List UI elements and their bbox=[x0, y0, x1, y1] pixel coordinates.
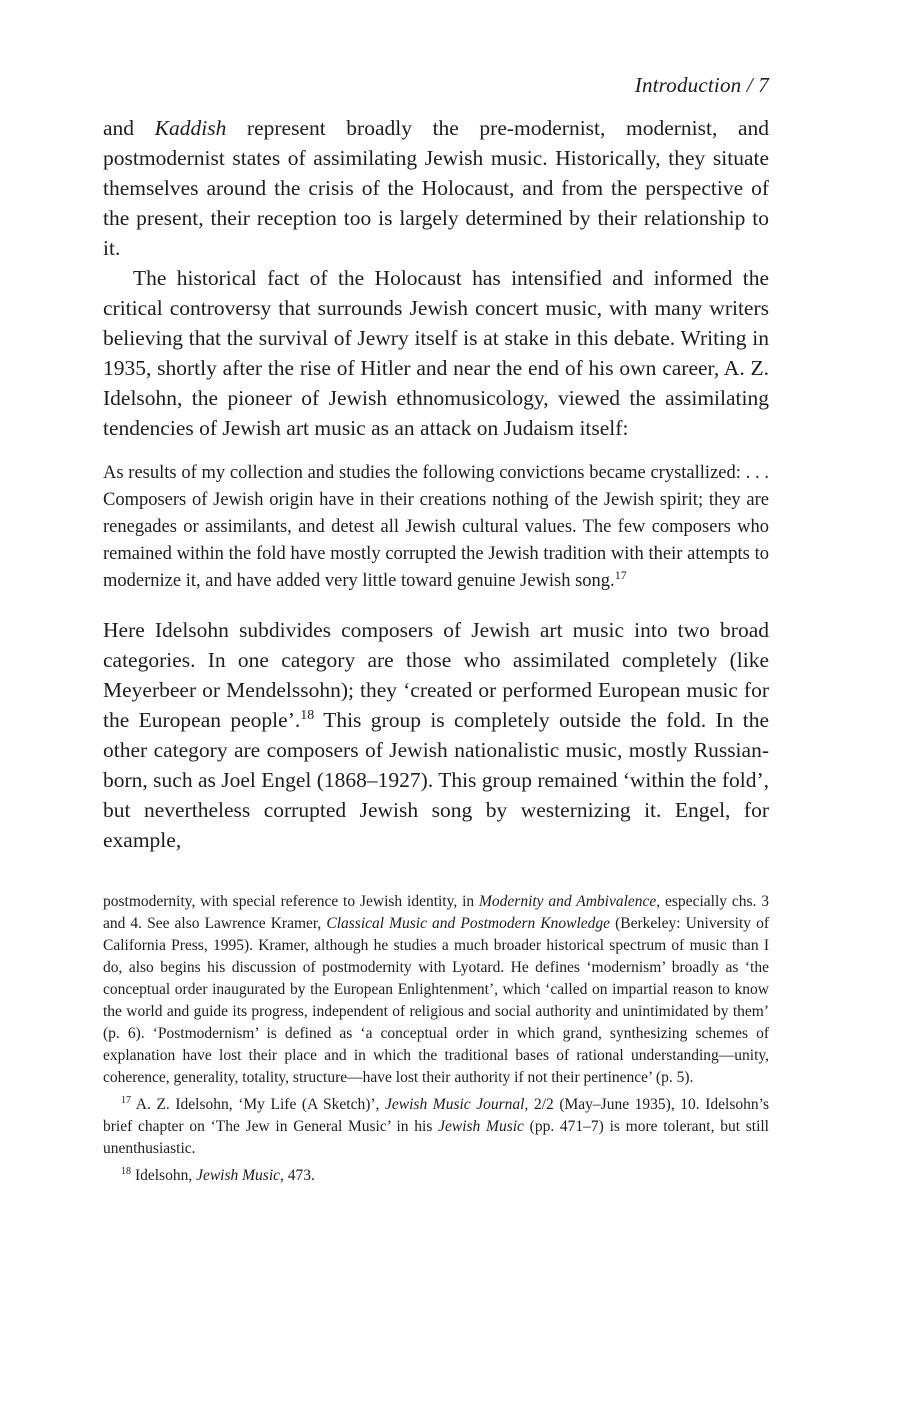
paragraph-two-categories: Here Idelsohn subdivides composers of Jewish art music into two broad categories. In one category are those who assimilated completely (like Meyerbeer or Mendelssohn); they ‘created or performed European music for the European people’.$^{18}$ This group is completely outside the fold. In the other category are composers of Jewish nationalistic music, mostly Russian-born, such as Joel Engel (1868–1927). This group remained ‘within the fold’, but nevertheless corrupted Jewish song by westernizing it. Engel, for example, bbox=[103, 618, 769, 852]
footnote-17: $^{17}$ A. Z. Idelsohn, ‘My Life (A Sketch)’, Jewish Music Journal, 2/2 (May–June 1935), 10. Idelsohn’s brief chapter on ‘The Jew in General Music’ in his Jewish Music (pp. 471–7) is more tolerant, but still unenthusiastic. bbox=[103, 1095, 769, 1157]
running-head-text: Introduction / 7 bbox=[634, 73, 769, 97]
footnote-18: $^{18}$ Idelsohn, Jewish Music, 473. bbox=[121, 1166, 315, 1184]
paragraph-holocaust-idelsohn: The historical fact of the Holocaust has intensified and informed the critical controversy that surrounds Jewish concert music, with many writers believing that the survival of Jewry itself is at stake in this debate. Writing in 1935, shortly after the rise of Hitler and near the end of his own career, A. Z. Idelsohn, the pioneer of Jewish ethnomusicology, viewed the assimilating tendencies of Jewish art music as an attack on Judaism itself: bbox=[103, 266, 769, 440]
footnotes-section bbox=[103, 891, 769, 1187]
footnote-continuation: postmodernity, with special reference to Jewish identity, in Modernity and Ambivalence, especially chs. 3 and 4. See also Lawrence Kramer, Classical Music and Postmodern Knowledge (Berkeley: University of California Press, 1995). Kramer, although he studies a much broader historical spectrum of music than I do, also begins his discussion of postmodernity with Lyotard. He defines ‘modernism’ broadly as ‘the conceptual order inaugurated by the European Enlightenment’, which ‘called on impartial reason to know the world and guide its progress, independent of religious and social authority and unintimidated by them’ (p. 6). ‘Postmodernism’ is defined as ‘a conceptual order in which grand, synthesizing schemes of explanation have lost their place and in which the traditional bases of rational understanding—unity, coherence, generality, totality, structure—have lost their authority if not their pertinence’ (p. 5). bbox=[103, 893, 769, 1086]
paragraph-kaddish-premodernist: and Kaddish represent broadly the pre-modernist, modernist, and postmodernist states of assimilating Jewish music. Historically, they situate themselves around the crisis of the Holocaust, and from the perspective of the present, their reception too is largely determined by their relationship to it. bbox=[103, 116, 769, 260]
running-head bbox=[103, 72, 769, 98]
blockquote-idelsohn-convictions: As results of my collection and studies the following convictions became crystallized: . . . Composers of Jewish origin have in their creations nothing of the Jewish spirit; they are renegades or assimilants, and detest all Jewish cultural values. The few composers who remained within the fold have mostly corrupted the Jewish tradition with their attempts to modernize it, and have added very little toward genuine Jewish song.$^{17}$ bbox=[103, 463, 769, 591]
text-block bbox=[103, 72, 769, 1187]
